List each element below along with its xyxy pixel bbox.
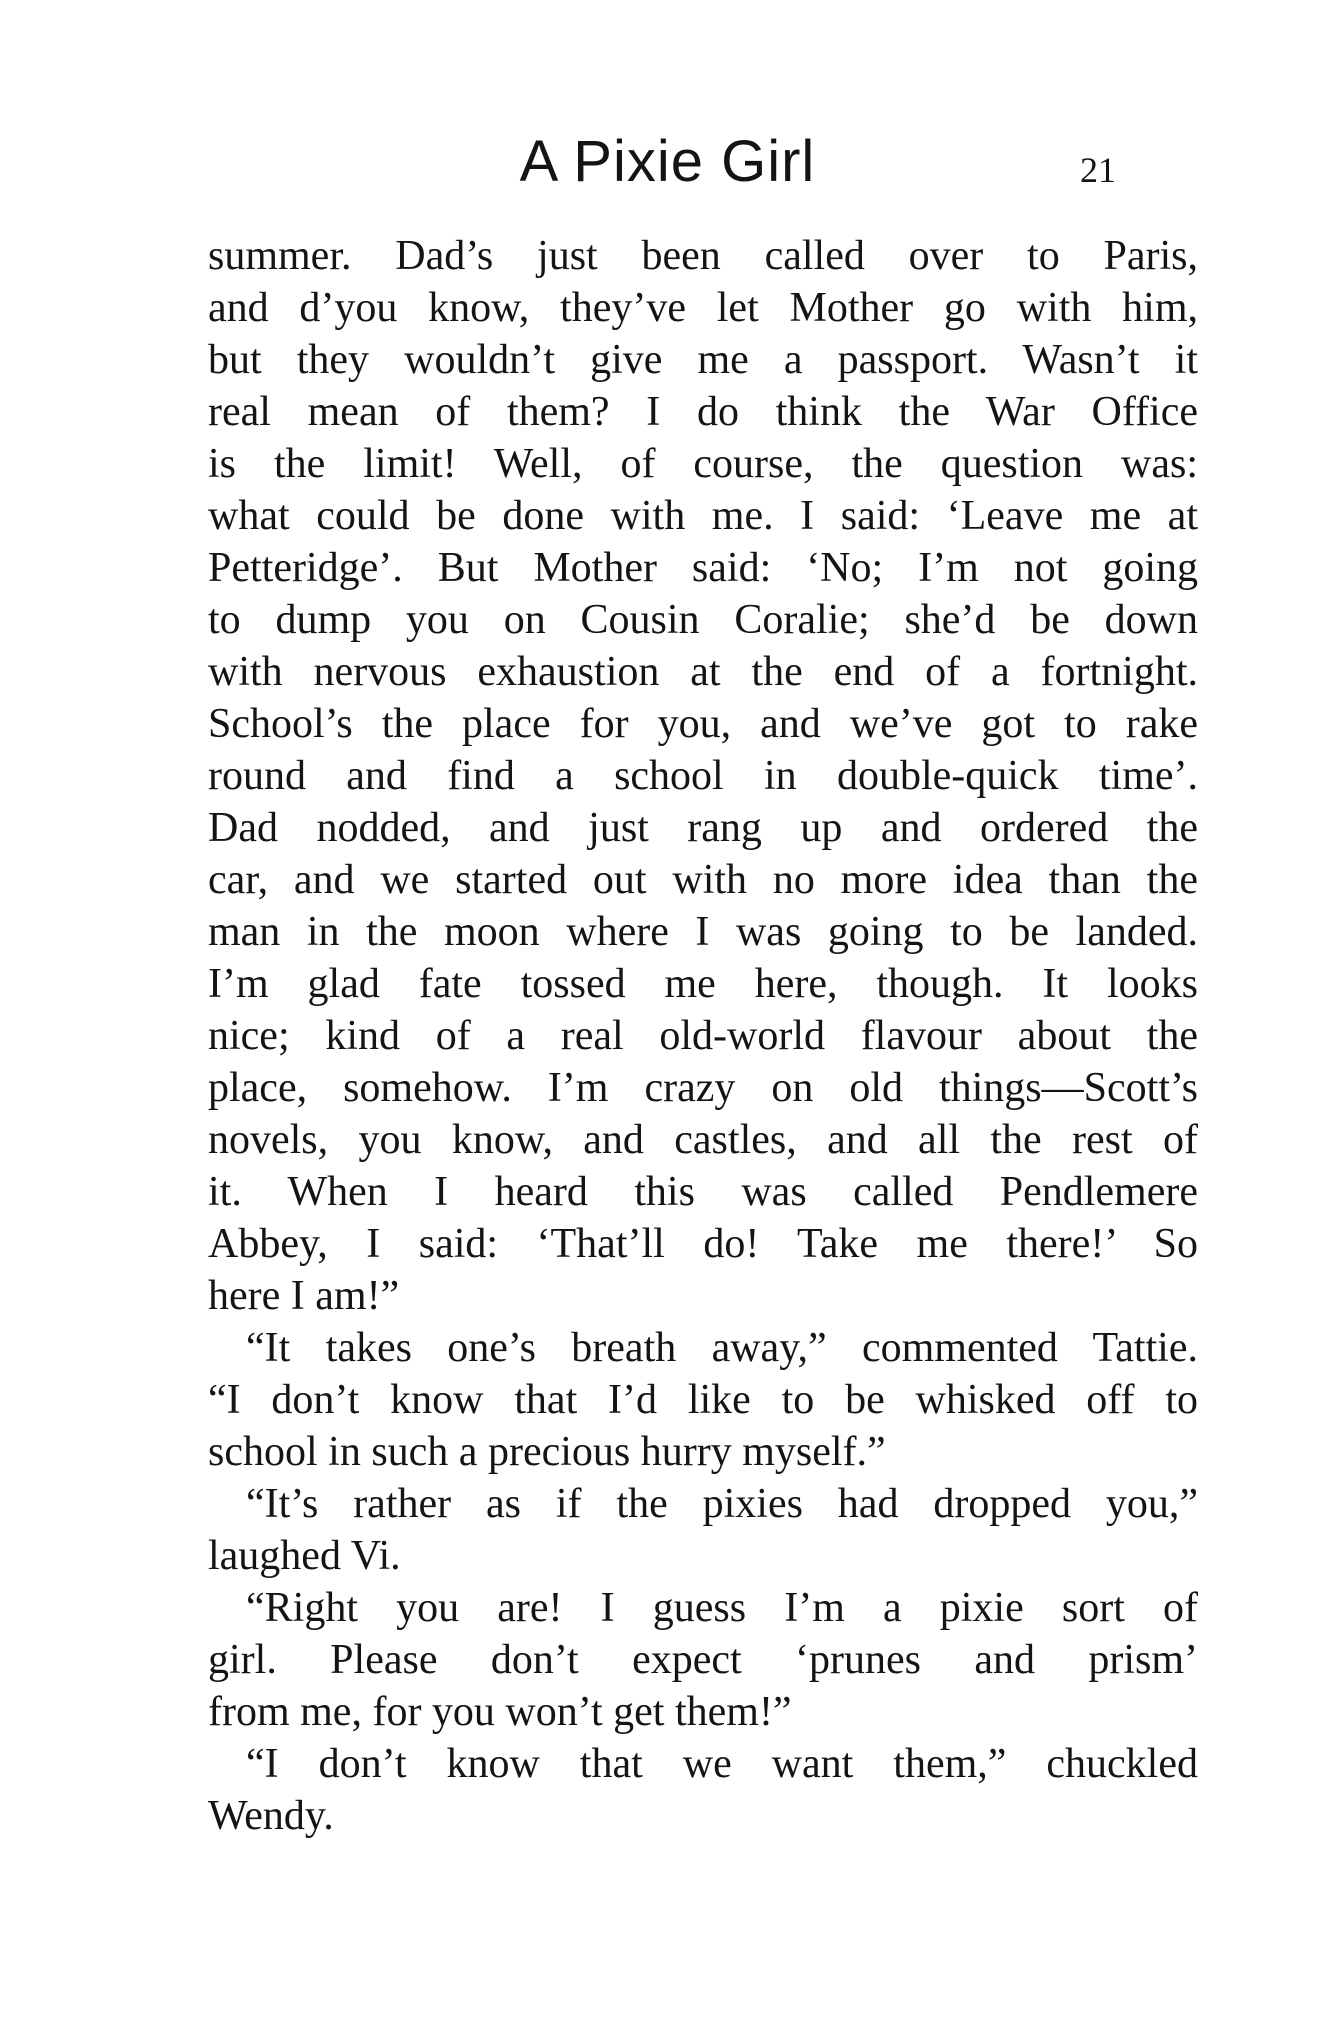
running-title: A Pixie Girl (519, 129, 816, 194)
text-line: Petteridge’. But Mother said: ‘No; I’m not going (208, 545, 1198, 591)
text-line: and d’you know, they’ve let Mother go with him, (208, 285, 1198, 331)
text-line: Wendy. (208, 1793, 334, 1839)
text-line: is the limit! Well, of course, the question was: (208, 441, 1198, 487)
text-line: “I don’t know that we want them,” chuckled (246, 1741, 1198, 1787)
text-line: “It takes one’s breath away,” commented Tattie. (246, 1325, 1198, 1371)
text-line: “Right you are! I guess I’m a pixie sort of (246, 1585, 1198, 1631)
text-line: Dad nodded, and just rang up and ordered the (208, 805, 1198, 851)
text-line: it. When I heard this was called Pendlemere (208, 1169, 1198, 1215)
text-line: I’m glad fate tossed me here, though. It looks (208, 961, 1198, 1007)
text-line: man in the moon where I was going to be landed. (208, 909, 1198, 955)
page-number: 21 (1080, 150, 1116, 190)
page-header (0, 120, 1335, 204)
text-line: school in such a precious hurry myself.” (208, 1429, 886, 1475)
text-line: real mean of them? I do think the War Office (208, 389, 1198, 435)
text-line: what could be done with me. I said: ‘Leave me at (208, 493, 1198, 539)
text-line: “I don’t know that I’d like to be whisked off to (208, 1377, 1198, 1423)
body-text (208, 230, 1198, 1842)
text-line: summer. Dad’s just been called over to Paris, (208, 233, 1198, 279)
text-line: from me, for you won’t get them!” (208, 1689, 792, 1735)
text-line: car, and we started out with no more idea than the (208, 857, 1198, 903)
text-line: but they wouldn’t give me a passport. Wasn’t it (208, 337, 1198, 383)
text-line: to dump you on Cousin Coralie; she’d be down (208, 597, 1198, 643)
text-line: round and find a school in double-quick time’. (208, 753, 1198, 799)
text-line: “It’s rather as if the pixies had dropped you,” (246, 1481, 1198, 1527)
text-line: with nervous exhaustion at the end of a fortnight. (208, 649, 1198, 695)
text-line: nice; kind of a real old-world flavour about the (208, 1013, 1198, 1059)
text-line: Abbey, I said: ‘That’ll do! Take me there!’ So (208, 1221, 1198, 1267)
text-line: here I am!” (208, 1273, 400, 1319)
text-line: girl. Please don’t expect ‘prunes and prism’ (208, 1637, 1198, 1683)
text-line: place, somehow. I’m crazy on old things—Scott’s (208, 1065, 1198, 1111)
text-line: novels, you know, and castles, and all the rest of (208, 1117, 1198, 1163)
text-line: laughed Vi. (208, 1533, 401, 1579)
text-line: School’s the place for you, and we’ve got to rake (208, 701, 1198, 747)
